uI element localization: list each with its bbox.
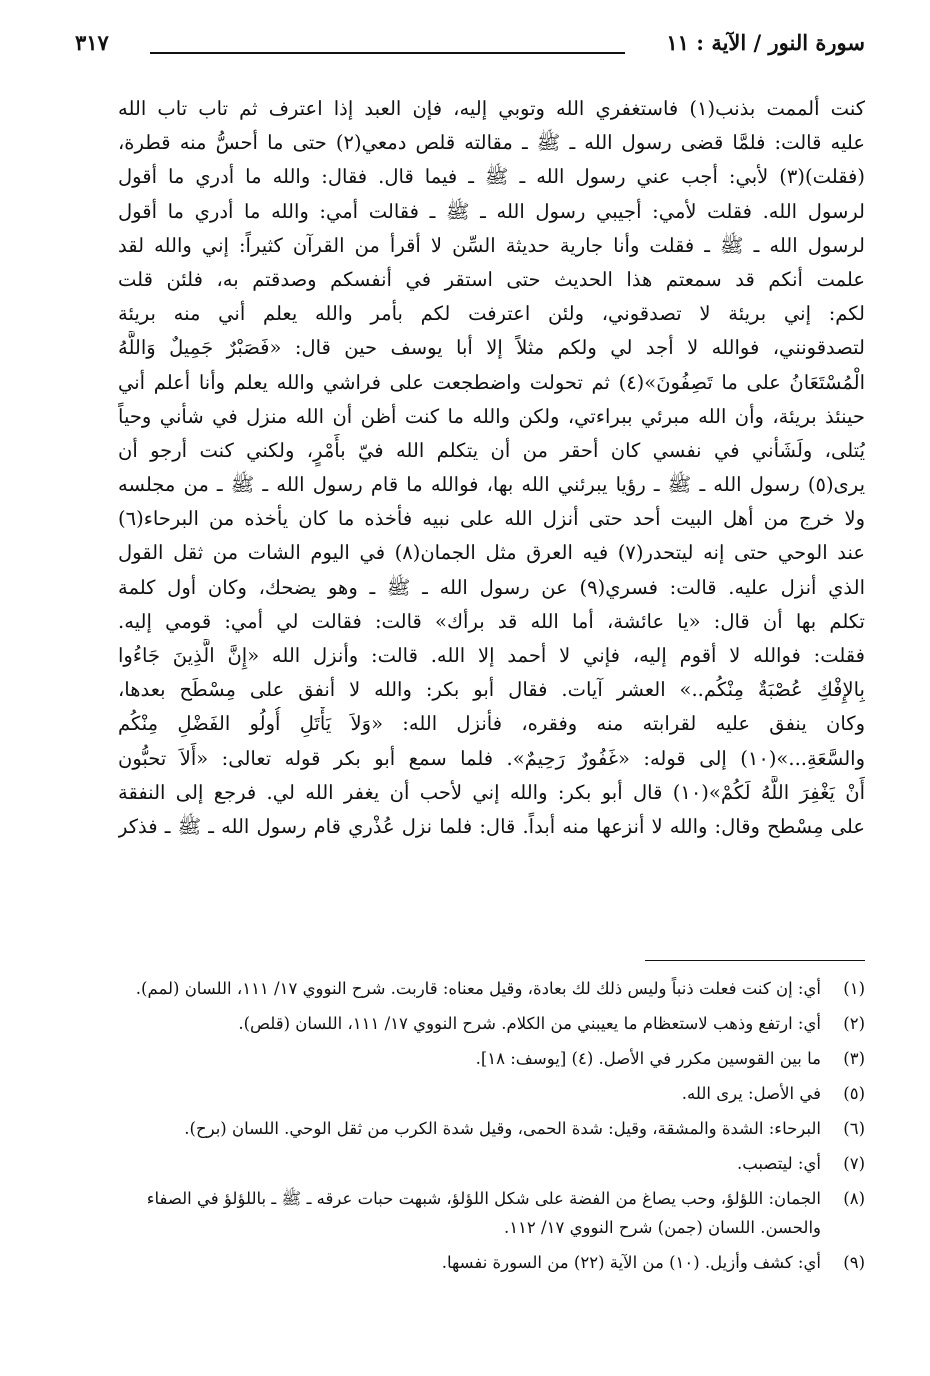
footnote-text: أي: إن كنت فعلت ذنباً وليس ذلك لك بعادة، وقيل معناه: قاربت. شرح النووي ١٧/ ١١١، اللسان (لمم). — [135, 979, 821, 998]
footnote-number: (٣) — [843, 1049, 865, 1068]
footnote-number: (٦) — [843, 1119, 865, 1138]
text-line: كنت ألممت بذنب(١) فاستغفري الله وتوبي إليه، فإن العبد إذا اعترف ثم تاب تاب الله — [118, 97, 865, 120]
text-line: ولا خرج من أهل البيت أحد حتى أنزل الله على نبيه فأخذه ما كان يأخذه من البرحاء(٦) — [118, 507, 865, 531]
text-line: فقلت: فوالله لا أقوم إليه، فإني لا أحمد إلا الله. قالت: وأنزل الله «إِنَّ الَّذِينَ جَاءُوا — [118, 644, 865, 667]
text-line: (فقلت)(٣) لأبي: أجب عني رسول الله ـ ﷺ ـ فيما قال. فقال: والله ما أدري ما أقول — [118, 165, 865, 189]
text-line: يرى(٥) رسول الله ـ ﷺ ـ رؤيا يبرئني الله بها، فوالله ما قام رسول الله ـ ﷺ ـ من مجلسه — [118, 473, 865, 497]
footnote — [110, 1114, 865, 1143]
text-line: لتصدقونني، فوالله لا أجد لي ولكم مثلاً إلا أبا يوسف حين قال: «فَصَبْرٌ جَمِيلٌ وَاللَّهُ — [118, 336, 865, 360]
text-line: عند الوحي حتى إنه ليتحدر(٧) فيه العرق مثل الجمان(٨) في اليوم الشات من ثقل القول — [118, 541, 865, 565]
footnote-number: (٩) — [843, 1253, 865, 1272]
footnote — [110, 1248, 865, 1277]
footnote-text: أي: ليتصبب. — [736, 1154, 821, 1173]
footnote-text: في الأصل: يرى الله. — [681, 1084, 821, 1103]
text-line: علمت أنكم قد سمعتم هذا الحديث حتى استقر في أنفسكم وصدقتم به، فلئن قلت — [118, 267, 865, 291]
text-line: أَنْ يَغْفِرَ اللَّهُ لَكُمْ»(١٠) قال أبو بكر: والله إني لأحب أن يغفر الله لي. فرجع إلى النفقة — [118, 780, 865, 804]
footnote-number: (١) — [843, 979, 865, 998]
text-line: وكان ينفق عليه لقرابته منه وفقره، فأنزل الله: «وَلاَ يَأْتَلِ أُولُو الفَضْلِ مِنْكُم — [118, 712, 865, 736]
footnote-number: (٧) — [843, 1154, 865, 1173]
footnote-number: (٥) — [843, 1084, 865, 1103]
footnote-number: (٨) — [843, 1189, 865, 1208]
footnote — [110, 1079, 865, 1108]
footnote — [110, 1149, 865, 1178]
text-line: على مِسْطح وقال: والله لا أنزعها منه أبداً. قال: فلما نزل عُذْري قام رسول الله ـ ﷺ ـ فذكر — [118, 814, 865, 838]
footnote-text: أي: ارتفع وذهب لاستعظام ما يعيبني من الكلام. شرح النووي ١٧/ ١١١، اللسان (قلص). — [238, 1014, 821, 1033]
footnote — [110, 974, 865, 1003]
footnote — [110, 1184, 865, 1242]
text-line: عليه قالت: فلمَّا قضى رسول الله ـ ﷺ ـ مقالته قلص دمعي(٢) حتى ما أحسُّ منه قطرة، — [118, 131, 865, 155]
text-line: الذي أنزل عليه. قالت: فسري(٩) عن رسول الله ـ ﷺ ـ وهو يضحك، وكان أول كلمة — [118, 575, 865, 599]
main-text — [118, 92, 865, 844]
footnote — [110, 1009, 865, 1038]
footnote-number: (٢) — [843, 1014, 865, 1033]
text-line: حينئذ بريئة، وأن الله مبرئي ببراءتي، ولكن والله ما كنت أظن أن الله منزل في شأني وحياً — [118, 404, 865, 428]
text-line: لرسول الله ـ ﷺ ـ فقلت وأنا جارية حديثة السِّن لا أقرأ من القرآن كثيراً: إني والله لقد — [118, 233, 865, 257]
text-line: تكلم بها أن قال: «يا عائشة، أما الله قد برأك» قالت: فقالت لي أمي: قومي إليه. — [118, 609, 865, 633]
footnote-separator — [645, 960, 865, 961]
footnote-text: الجمان: اللؤلؤ، وحب يصاغ من الفضة على شكل اللؤلؤ، شبهت حبات عرقه ـ ﷺ ـ باللؤلؤ في الصفاء والحسن. اللسان (جمن) شرح النووي ١٧/ ١١٢. — [146, 1189, 821, 1237]
text-line: لكم: إني بريئة لا تصدقوني، ولئن اعترفت لكم بأمر والله يعلم أني منه بريئة — [118, 302, 865, 326]
page-number: ٣١٧ — [75, 30, 109, 55]
page-header — [75, 30, 865, 66]
text-line: لرسول الله. فقلت لأمي: أجيبي رسول الله ـ ﷺ ـ فقالت أمي: والله ما أدري ما أقول — [118, 199, 865, 223]
footnote-text: ما بين القوسين مكرر في الأصل. (٤) [يوسف: ١٨]. — [475, 1049, 821, 1068]
text-line: الْمُسْتَعَانُ على ما تَصِفُونَ»(٤) ثم تحولت واضطجعت على فراشي والله يعلم وأنا أعلم أني — [118, 370, 865, 394]
footnote-text: أي: كشف وأزيل. (١٠) من الآية (٢٢) من السورة نفسها. — [441, 1253, 821, 1272]
text-line: يُتلى، ولَشَأني في نفسي كان أحقر من أن يتكلم الله فيّ بأَمْرٍ، ولكني كنت أرجو أن — [118, 438, 865, 462]
surah-title: سورة النور / الآية : ١١ — [666, 30, 865, 55]
text-line: بِالإِفْكِ عُصْبَةٌ مِنْكُم..» العشر آيات. فقال أبو بكر: والله لا أنفق على مِسْطَح بعدها، — [118, 678, 865, 702]
footnotes — [110, 974, 865, 1283]
footnote-text: البرحاء: الشدة والمشقة، وقيل: شدة الحمى، وقيل شدة الكرب من ثقل الوحي. اللسان (برح). — [184, 1119, 821, 1138]
header-rule — [150, 52, 625, 54]
text-line: والسَّعَةِ...»(١٠) إلى قوله: «غَفُورٌ رَحِيمٌ». فلما سمع أبو بكر قوله تعالى: «أَلاَ تحبُّون — [118, 746, 865, 770]
footnote — [110, 1044, 865, 1073]
